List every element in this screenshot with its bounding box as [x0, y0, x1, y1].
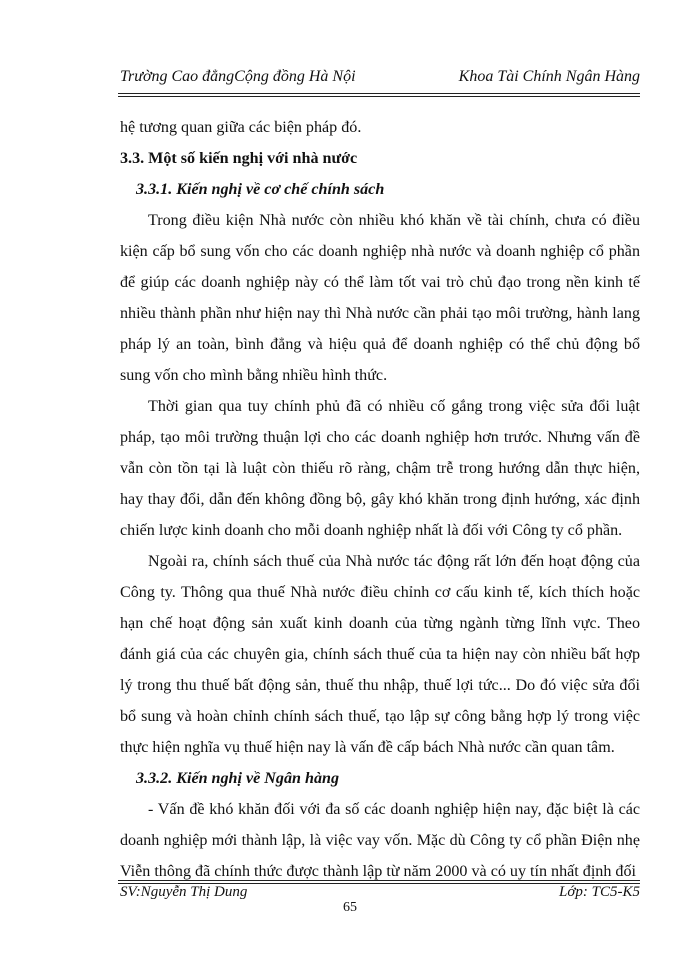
paragraph-continuation: hệ tương quan giữa các biện pháp đó.	[120, 119, 362, 136]
subsection-heading-3-3-2: 3.3.2. Kiến nghị về Ngân hàng	[136, 770, 339, 787]
section-heading-3-3: 3.3. Một số kiến nghị với nhà nước	[120, 150, 358, 167]
footer-class: Lớp: TC5-K5	[559, 884, 640, 900]
paragraph-4: - Vấn đề khó khăn đối với đa số các doanh nghiệp hiện nay, đặc biệt là các doanh nghiệp mới thành lập, là việc vay vốn. Mặc dù Công ty cổ phần Điện nhẹ Viễn thông đã chính thức được thành lập từ năm 2000 và có uy tín nhất định đối	[120, 801, 640, 880]
header-faculty: Khoa Tài Chính Ngân Hàng	[458, 68, 640, 85]
paragraph-2: Thời gian qua tuy chính phủ đã có nhiều cố gắng trong việc sửa đổi luật pháp, tạo môi trường thuận lợi cho các doanh nghiệp hơn trước. Nhưng vấn đề vẫn còn tồn tại là luật còn thiếu rõ ràng, chậm trễ trong hướng dẫn thực hiện, hay thay đổi, dẫn đến không đồng bộ, gây khó khăn trong định hướng, xác định chiến lược kinh doanh cho mỗi doanh nghiệp nhất là đối với Công ty cổ phần.	[120, 398, 640, 539]
subsection-heading-3-3-1: 3.3.1. Kiến nghị về cơ chế chính sách	[136, 181, 385, 198]
document-body	[120, 112, 640, 887]
header-divider	[118, 93, 640, 97]
paragraph-3: Ngoài ra, chính sách thuế của Nhà nước tác động rất lớn đến hoạt động của Công ty. Thông qua thuế Nhà nước điều chỉnh cơ cấu kinh tế, kích thích hoặc hạn chế hoạt động sản xuất kinh doanh của từng ngành từng lĩnh vực. Theo đánh giá của các chuyên gia, chính sách thuế của ta hiện nay còn nhiều bất hợp lý trong thu thuế bất động sản, thuế thu nhập, thuế lợi tức... Do đó việc sửa đổi bổ sung và hoàn chỉnh chính sách thuế, tạo lập sự công bằng hợp lý trong việc thực hiện nghĩa vụ thuế hiện nay là vấn đề cấp bách Nhà nước cần quan tâm.	[120, 553, 640, 756]
page-number: 65	[343, 900, 357, 915]
header-school: Trường Cao đẳngCộng đồng Hà Nội	[120, 68, 356, 85]
paragraph-1: Trong điều kiện Nhà nước còn nhiều khó khăn về tài chính, chưa có điều kiện cấp bổ sung vốn cho các doanh nghiệp nhà nước và doanh nghiệp cổ phần để giúp các doanh nghiệp này có thể làm tốt vai trò chủ đạo trong nền kinh tế nhiều thành phần như hiện nay thì Nhà nước cần phải tạo môi trường, hành lang pháp lý an toàn, bình đẳng và hiệu quả để doanh nghiệp có thể chủ động bổ sung vốn cho mình bằng nhiều hình thức.	[120, 212, 640, 384]
footer-student: SV:Nguyễn Thị Dung	[120, 884, 248, 900]
